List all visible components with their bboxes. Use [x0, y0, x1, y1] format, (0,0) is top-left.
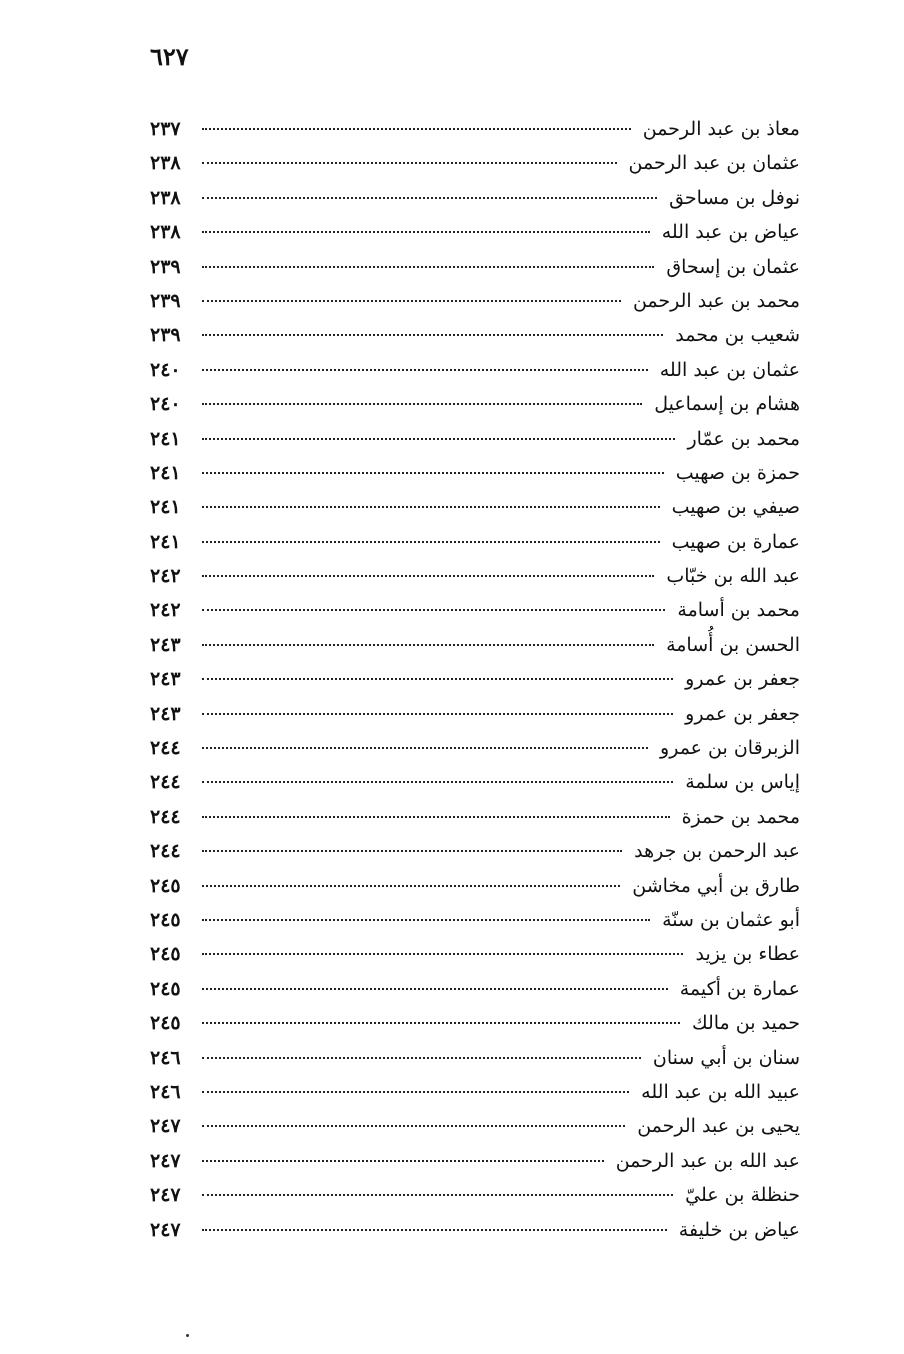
entry-name: عثمان بن إسحاق: [666, 255, 800, 278]
toc-entry: [150, 943, 800, 977]
dot-leader: [202, 266, 654, 268]
entry-page-number: ٢٤٥: [150, 874, 181, 897]
entry-page-number: ٢٤٧: [150, 1218, 181, 1241]
entry-page-number: ٢٣٨: [150, 221, 181, 244]
entry-name: حنظلة بن عليّ: [685, 1184, 800, 1207]
toc-entry: [150, 496, 800, 530]
entry-page-number: ٢٤٠: [150, 393, 181, 416]
dot-leader: [202, 575, 654, 577]
toc-entry: [150, 290, 800, 324]
page-number: ٦٢٧: [150, 42, 189, 71]
entry-page-number: ٢٤٤: [150, 771, 181, 794]
dot-leader: [202, 988, 668, 990]
dot-leader: [202, 1091, 629, 1093]
dot-leader: [202, 850, 622, 852]
toc-entry: [150, 599, 800, 633]
dot-leader: [202, 162, 617, 164]
entry-name: عمارة بن أكيمة: [679, 977, 800, 1000]
dot-leader: [202, 816, 670, 818]
toc-entry: [150, 462, 800, 496]
entry-page-number: ٢٤٤: [150, 805, 181, 828]
toc-entry: [150, 1081, 800, 1115]
dot-leader: [202, 506, 660, 508]
toc-entry: [150, 256, 800, 290]
entry-page-number: ٢٤٧: [150, 1184, 181, 1207]
entry-name: يحيى بن عبد الرحمن: [637, 1115, 800, 1138]
dot-leader: [202, 541, 660, 543]
entry-name: محمد بن حمزة: [681, 805, 800, 828]
entry-name: معاذ بن عبد الرحمن: [642, 118, 800, 140]
dot-leader: [202, 334, 663, 336]
entry-page-number: ٢٣٩: [150, 255, 181, 278]
dot-leader: [202, 1022, 680, 1024]
entry-name: حمزة بن صهيب: [675, 461, 800, 484]
entry-page-number: ٢٤٦: [150, 1080, 181, 1103]
dot-leader: [202, 713, 673, 715]
entry-name: جعفر بن عمرو: [685, 668, 800, 691]
entry-name: عبيد الله بن عبد الله: [641, 1080, 800, 1103]
entry-name: عمارة بن صهيب: [671, 530, 800, 553]
entry-page-number: ٢٤٣: [150, 633, 181, 656]
toc-entry: [150, 1115, 800, 1149]
dot-leader: [202, 300, 621, 302]
entry-name: عياض بن خليفة: [678, 1218, 800, 1241]
entry-page-number: ٢٣٨: [150, 186, 181, 209]
toc-entry: [150, 187, 800, 221]
toc-entry: [150, 909, 800, 943]
dot-leader: [202, 678, 673, 680]
entry-page-number: ٢٤١: [150, 461, 181, 484]
toc-entry: [150, 565, 800, 599]
entry-name: حميد بن مالك: [691, 1012, 800, 1035]
entry-name: نوفل بن مساحق: [669, 186, 800, 209]
toc-entry: [150, 978, 800, 1012]
dot-leader: [202, 1160, 604, 1162]
entry-page-number: ٢٣٩: [150, 289, 181, 312]
entry-name: سنان بن أبي سنان: [652, 1046, 800, 1069]
dot-leader: [202, 231, 650, 233]
dot-leader: [202, 128, 631, 130]
entry-name: طارق بن أبي مخاشن: [632, 874, 800, 897]
entry-name: جعفر بن عمرو: [685, 702, 800, 725]
entry-name: الزبرقان بن عمرو: [660, 737, 800, 760]
toc-entry: [150, 221, 800, 255]
dot-leader: [202, 472, 664, 474]
toc-entry: [150, 840, 800, 874]
entry-page-number: ٢٤٥: [150, 1012, 181, 1035]
toc-entry: [150, 1047, 800, 1081]
entry-page-number: ٢٤٤: [150, 737, 181, 760]
entry-page-number: ٢٣٧: [150, 118, 181, 140]
dot-leader: [202, 781, 673, 783]
dot-leader: [202, 197, 657, 199]
toc-entry: [150, 324, 800, 358]
entry-page-number: ٢٤٠: [150, 358, 181, 381]
entry-name: شعيب بن محمد: [675, 324, 800, 347]
toc-entry: [150, 703, 800, 737]
dot-leader: [202, 1057, 641, 1059]
entry-page-number: ٢٤٢: [150, 599, 181, 622]
entry-page-number: ٢٤٧: [150, 1149, 181, 1172]
entry-name: عثمان بن عبد الرحمن: [628, 152, 800, 175]
toc-entry: [150, 428, 800, 462]
toc-entry: [150, 393, 800, 427]
entry-name: عبد الرحمن بن جرهد: [634, 840, 800, 863]
entry-page-number: ٢٤٥: [150, 943, 181, 966]
dot-leader: [202, 403, 642, 405]
toc-entry: [150, 875, 800, 909]
dot-leader: [202, 644, 654, 646]
entry-name: أبو عثمان بن سنّة: [662, 908, 800, 931]
entry-name: محمد بن عبد الرحمن: [632, 289, 800, 312]
dot-leader: [202, 1194, 673, 1196]
entry-name: محمد بن عمّار: [687, 427, 800, 450]
entry-page-number: ٢٤٥: [150, 977, 181, 1000]
toc-entry: [150, 531, 800, 565]
toc-entry: [150, 737, 800, 771]
entry-page-number: ٢٤٣: [150, 702, 181, 725]
entry-page-number: ٢٤٧: [150, 1115, 181, 1138]
entry-page-number: ٢٤٦: [150, 1046, 181, 1069]
dot-leader: [202, 747, 648, 749]
entry-page-number: ٢٤٤: [150, 840, 181, 863]
entry-page-number: ٢٤٥: [150, 908, 181, 931]
entry-page-number: ٢٤١: [150, 427, 181, 450]
dot-leader: [202, 885, 620, 887]
dot-leader: [202, 609, 665, 611]
toc-entry: [150, 1184, 800, 1218]
entry-name: عطاء بن يزيد: [695, 943, 800, 966]
dot-leader: [202, 1125, 625, 1127]
entry-name: محمد بن أسامة: [677, 599, 800, 622]
entry-name: صيفي بن صهيب: [671, 496, 800, 519]
toc-entry: [150, 806, 800, 840]
entry-name: عبد الله بن عبد الرحمن: [615, 1149, 800, 1172]
dot-leader: [202, 953, 683, 955]
toc-entry: [150, 359, 800, 393]
toc-entry: [150, 1012, 800, 1046]
entry-name: عثمان بن عبد الله: [659, 358, 800, 381]
dot-leader: [202, 1229, 667, 1231]
entry-page-number: ٢٤٢: [150, 565, 181, 588]
table-of-contents: [150, 118, 800, 1253]
toc-entry: [150, 1219, 800, 1253]
toc-entry: [150, 118, 800, 152]
toc-entry: [150, 1150, 800, 1184]
toc-entry: [150, 634, 800, 668]
toc-entry: [150, 771, 800, 805]
entry-name: عياض بن عبد الله: [661, 221, 800, 244]
entry-page-number: ٢٣٩: [150, 324, 181, 347]
entry-page-number: ٢٣٨: [150, 152, 181, 175]
dot-leader: [202, 369, 648, 371]
toc-entry: [150, 152, 800, 186]
print-speck: [186, 1334, 189, 1337]
entry-name: عبد الله بن خبّاب: [666, 565, 800, 588]
entry-page-number: ٢٤١: [150, 496, 181, 519]
dot-leader: [202, 919, 650, 921]
dot-leader: [202, 438, 675, 440]
entry-name: إياس بن سلمة: [685, 771, 800, 794]
entry-page-number: ٢٤١: [150, 530, 181, 553]
entry-name: هشام بن إسماعيل: [654, 393, 800, 416]
entry-page-number: ٢٤٣: [150, 668, 181, 691]
entry-name: الحسن بن أُسامة: [666, 633, 800, 656]
toc-entry: [150, 668, 800, 702]
